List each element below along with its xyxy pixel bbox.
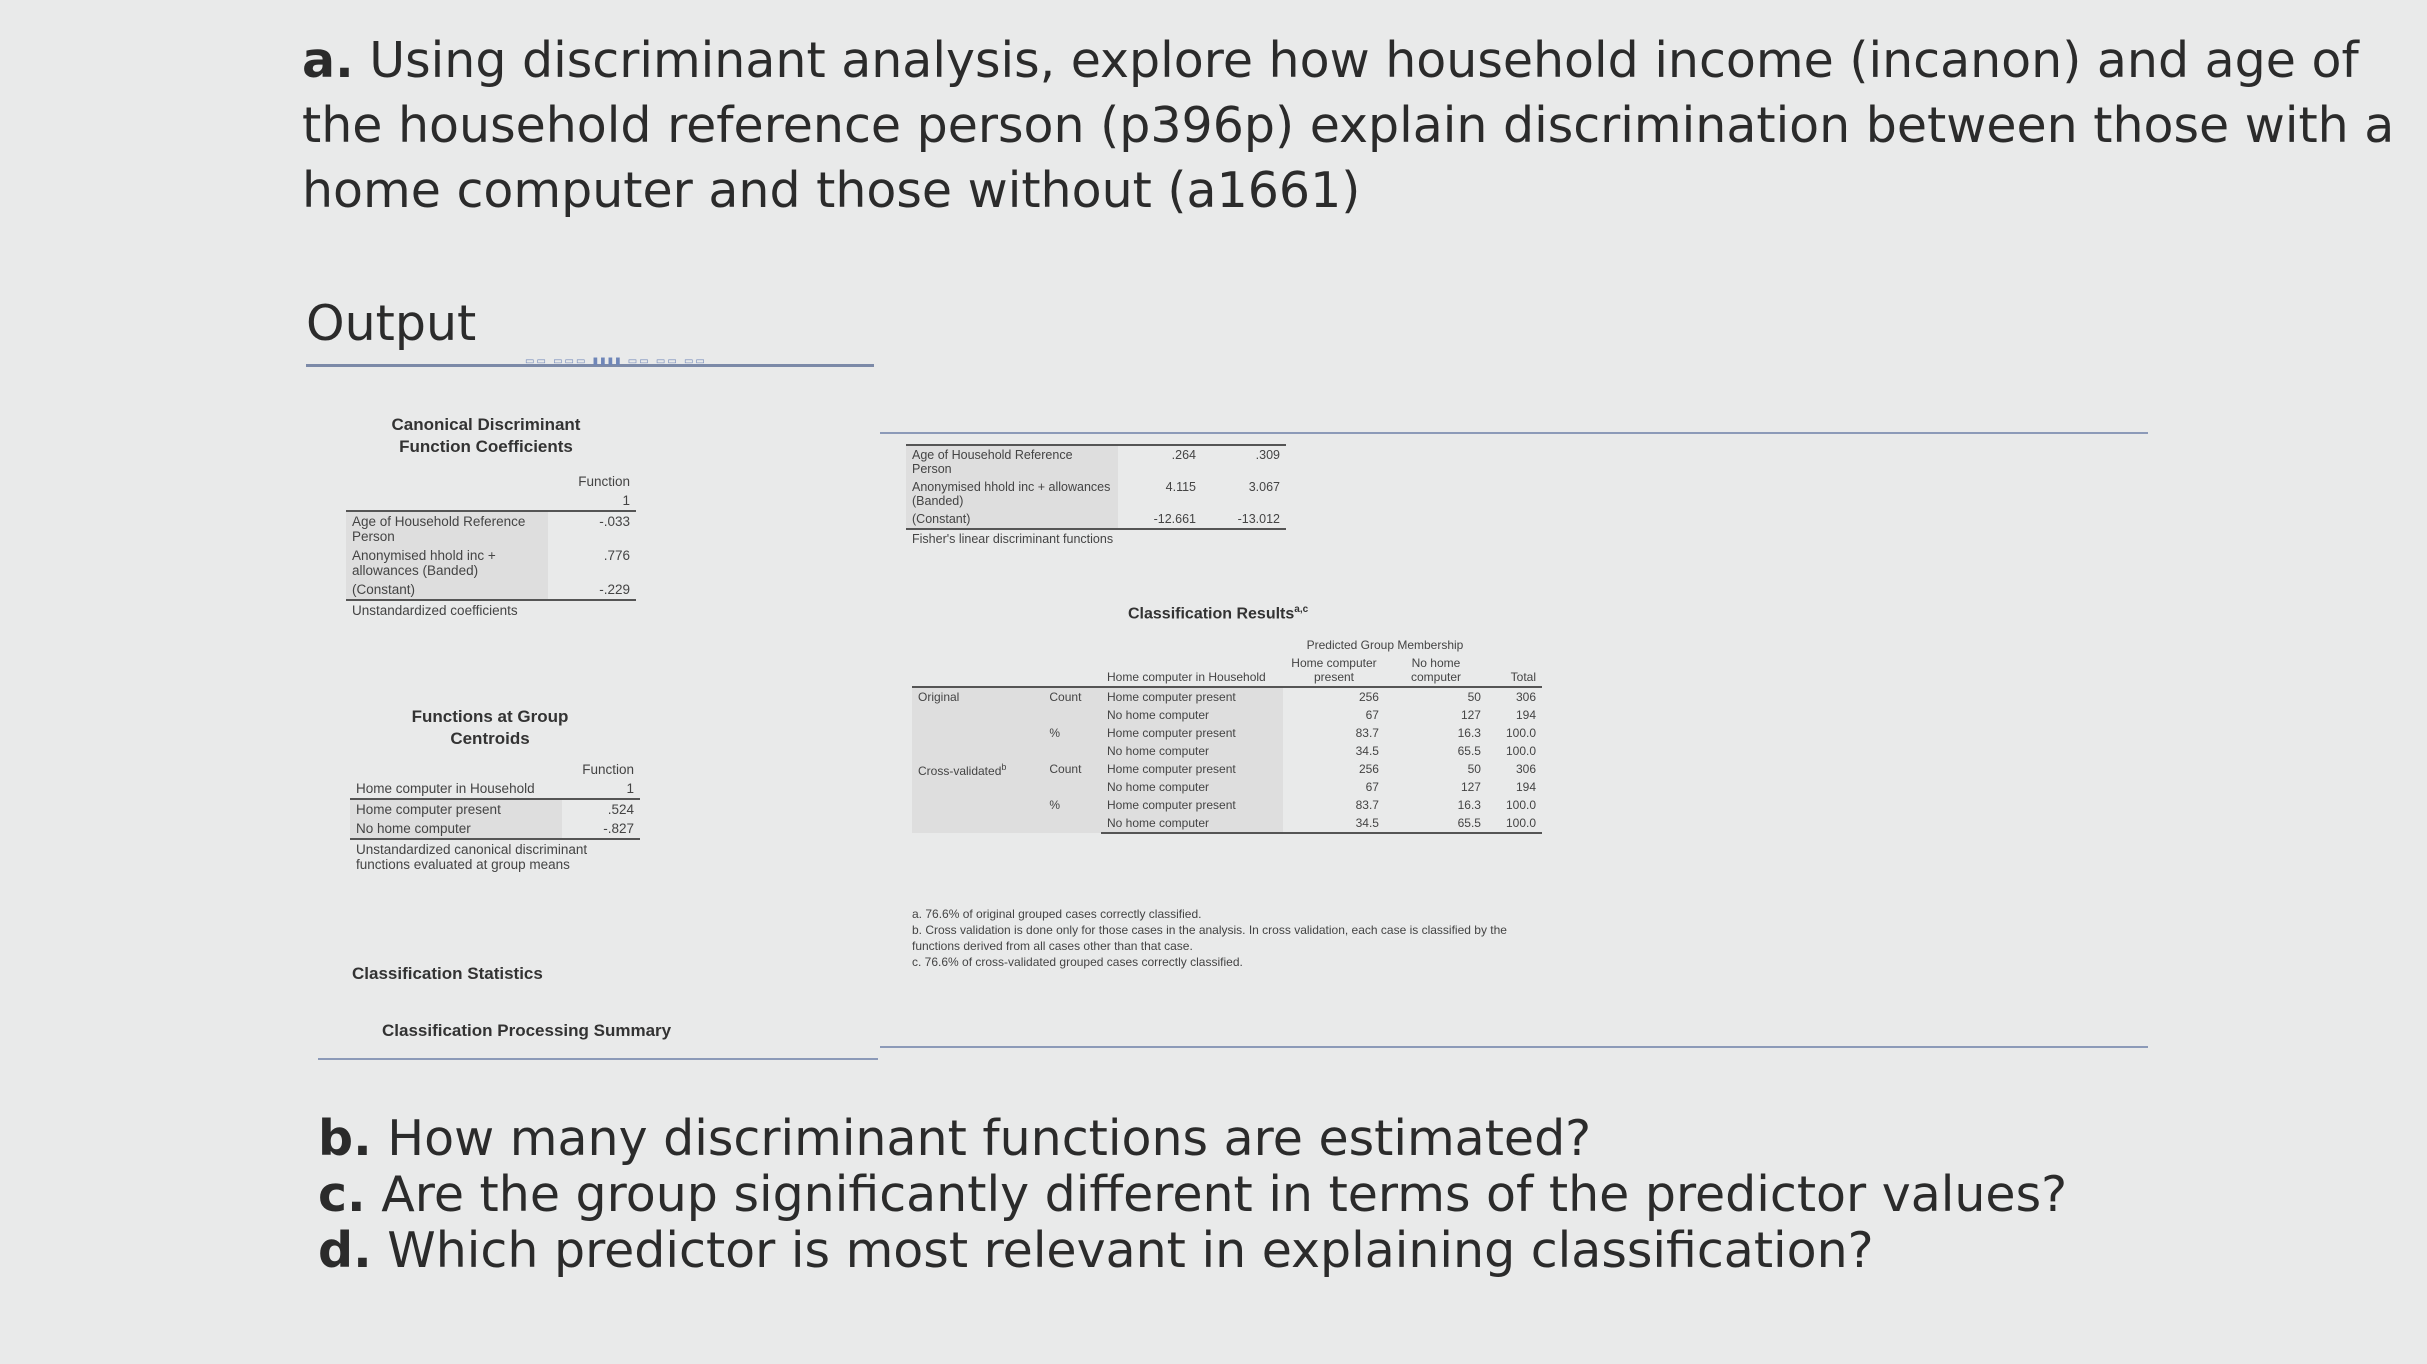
centroids-title-line2: Centroids <box>450 729 530 748</box>
question-d <box>318 1222 1874 1279</box>
fisher-row-label: Anonymised hhold inc + allowances (Banded) <box>906 478 1118 510</box>
result-row-label: Home computer present <box>1101 760 1283 778</box>
fisher-value-1: .264 <box>1118 445 1202 478</box>
centroids-col-header: Function <box>582 762 634 777</box>
centroids-row-label: No home computer <box>350 819 562 839</box>
fisher-value-2: .309 <box>1202 445 1286 478</box>
question-a-text: Using discriminant analysis, explore how household income (incanon) and age of the household reference person (p396p) explain discrimination between those with a home computer and those without (a1661) <box>302 32 2395 219</box>
result-row-label: No home computer <box>1101 814 1283 833</box>
fisher-table <box>906 444 1286 548</box>
canonical-row-label: Anonymised hhold inc + allowances (Banded) <box>346 546 548 580</box>
toolbar-fragment: ▭▭ ▭▭▭ ▮▮▮▮ ▭▭ ▭▭ ▭▭ <box>525 356 707 367</box>
block-name <box>912 760 1043 833</box>
centroids-col-num: 1 <box>626 781 634 796</box>
result-value-none: 16.3 <box>1457 726 1481 740</box>
block-type-percent: % <box>1043 796 1101 833</box>
question-c-letter: c. <box>318 1166 366 1223</box>
classification-results-title-text: Classification Results <box>1128 605 1295 623</box>
result-value-present: 256 <box>1358 762 1379 776</box>
centroids-title-line1: Functions at Group <box>411 707 569 726</box>
fisher-footnote: Fisher's linear discriminant functions <box>912 532 1114 546</box>
block-type-count: Count <box>1043 760 1101 796</box>
block-name-sup: b <box>1001 762 1007 772</box>
classification-processing-summary-heading: Classification Processing Summary <box>382 1021 672 1040</box>
block-type-percent: % <box>1043 724 1101 760</box>
result-value-total: 194 <box>1515 780 1536 794</box>
result-value-total: 100.0 <box>1487 814 1542 833</box>
col-home-computer-present: Home computer present <box>1291 656 1377 684</box>
result-value-present: 34.5 <box>1355 744 1379 758</box>
centroids-row-value: -.827 <box>562 819 640 839</box>
question-d-letter: d. <box>318 1222 372 1279</box>
result-value-none: 50 <box>1467 762 1481 776</box>
fisher-value-1: 4.115 <box>1165 480 1196 494</box>
classification-notes <box>912 906 1532 970</box>
result-row-label: No home computer <box>1101 742 1283 760</box>
result-value-total: 100.0 <box>1505 798 1536 812</box>
question-b-letter: b. <box>318 1110 372 1167</box>
result-value-none: 16.3 <box>1457 798 1481 812</box>
question-b <box>318 1110 1591 1167</box>
result-value-present: 83.7 <box>1355 798 1379 812</box>
question-a <box>302 28 2412 223</box>
block-name-text: Cross-validated <box>918 764 1002 778</box>
result-row-label: Home computer present <box>1101 687 1283 706</box>
result-row-label: Home computer present <box>1101 796 1283 814</box>
question-a-letter: a. <box>302 32 354 89</box>
result-row-label: No home computer <box>1101 778 1283 796</box>
block-name-text: Original <box>918 690 960 704</box>
result-value-present: 256 <box>1283 687 1385 706</box>
question-d-text: Which predictor is most relevant in explaining classification? <box>387 1222 1874 1279</box>
block-name <box>912 687 1043 760</box>
result-value-none: 127 <box>1460 780 1481 794</box>
result-value-none: 65.5 <box>1457 744 1481 758</box>
right-panel-bottom-rule <box>880 1046 2148 1048</box>
classification-results-title <box>1128 604 1308 623</box>
output-heading: Output <box>306 295 477 352</box>
canonical-coefficients-table <box>346 472 636 620</box>
col-no-home-computer: No home computer <box>1410 656 1461 684</box>
question-c-text: Are the group significantly different in terms of the predictor values? <box>381 1166 2068 1223</box>
canonical-row-label: Age of Household Reference Person <box>346 511 548 546</box>
result-value-total: 306 <box>1515 762 1536 776</box>
right-panel-top-rule <box>880 432 2148 434</box>
note-a: a. 76.6% of original grouped cases correctly classified. <box>912 907 1202 921</box>
note-c: c. 76.6% of cross-validated grouped cases correctly classified. <box>912 955 1243 969</box>
note-b: b. Cross validation is done only for those cases in the analysis. In cross validation, each case is classified by the functions derived from all cases other than that case. <box>912 923 1507 953</box>
canonical-title-line2: Function Coefficients <box>399 437 573 456</box>
result-value-none: 65.5 <box>1385 814 1487 833</box>
canonical-title-line1: Canonical Discriminant <box>391 415 581 434</box>
canonical-row-value: -.033 <box>548 511 636 546</box>
fisher-row-label: Age of Household Reference Person <box>906 445 1118 478</box>
fisher-row-label: (Constant) <box>906 510 1118 529</box>
centroids-row-label: Home computer present <box>350 799 562 819</box>
fisher-value-1: -12.661 <box>1118 510 1202 529</box>
block-type-count: Count <box>1043 687 1101 724</box>
result-value-present: 67 <box>1365 780 1379 794</box>
canonical-col-num: 1 <box>622 493 630 508</box>
result-value-total: 306 <box>1487 687 1542 706</box>
result-value-present: 34.5 <box>1283 814 1385 833</box>
result-row-label: No home computer <box>1101 706 1283 724</box>
result-value-present: 67 <box>1365 708 1379 722</box>
fisher-value-2: -13.012 <box>1202 510 1286 529</box>
canonical-row-label: (Constant) <box>346 580 548 600</box>
group-centroids-table <box>350 760 640 874</box>
result-value-present: 83.7 <box>1355 726 1379 740</box>
centroids-row-value: .524 <box>562 799 640 819</box>
fisher-value-2: 3.067 <box>1248 480 1280 494</box>
canonical-footnote: Unstandardized coefficients <box>352 603 518 618</box>
canonical-row-value: .776 <box>603 548 630 563</box>
result-value-none: 50 <box>1385 687 1487 706</box>
result-row-label: Home computer present <box>1101 724 1283 742</box>
canonical-col-header: Function <box>578 474 630 489</box>
result-value-none: 127 <box>1460 708 1481 722</box>
question-b-text: How many discriminant functions are estimated? <box>387 1110 1592 1167</box>
centroids-footnote: Unstandardized canonical discriminant functions evaluated at group means <box>356 842 588 872</box>
fisher-table-panel <box>906 444 1286 548</box>
predicted-membership-header: Predicted Group Membership <box>1306 638 1464 652</box>
centroids-row-header: Home computer in Household <box>356 781 535 796</box>
result-value-total: 194 <box>1515 708 1536 722</box>
classification-results-table <box>912 636 1542 834</box>
question-c <box>318 1166 2067 1223</box>
row-variable-header: Home computer in Household <box>1106 670 1266 684</box>
classification-statistics-heading: Classification Statistics <box>352 964 543 983</box>
canonical-row-value: -.229 <box>548 580 636 600</box>
classification-results-title-sup: a,c <box>1294 604 1309 615</box>
result-value-total: 100.0 <box>1505 744 1536 758</box>
left-panel-bottom-rule <box>318 1058 878 1060</box>
col-total: Total <box>1510 670 1536 684</box>
result-value-total: 100.0 <box>1505 726 1536 740</box>
